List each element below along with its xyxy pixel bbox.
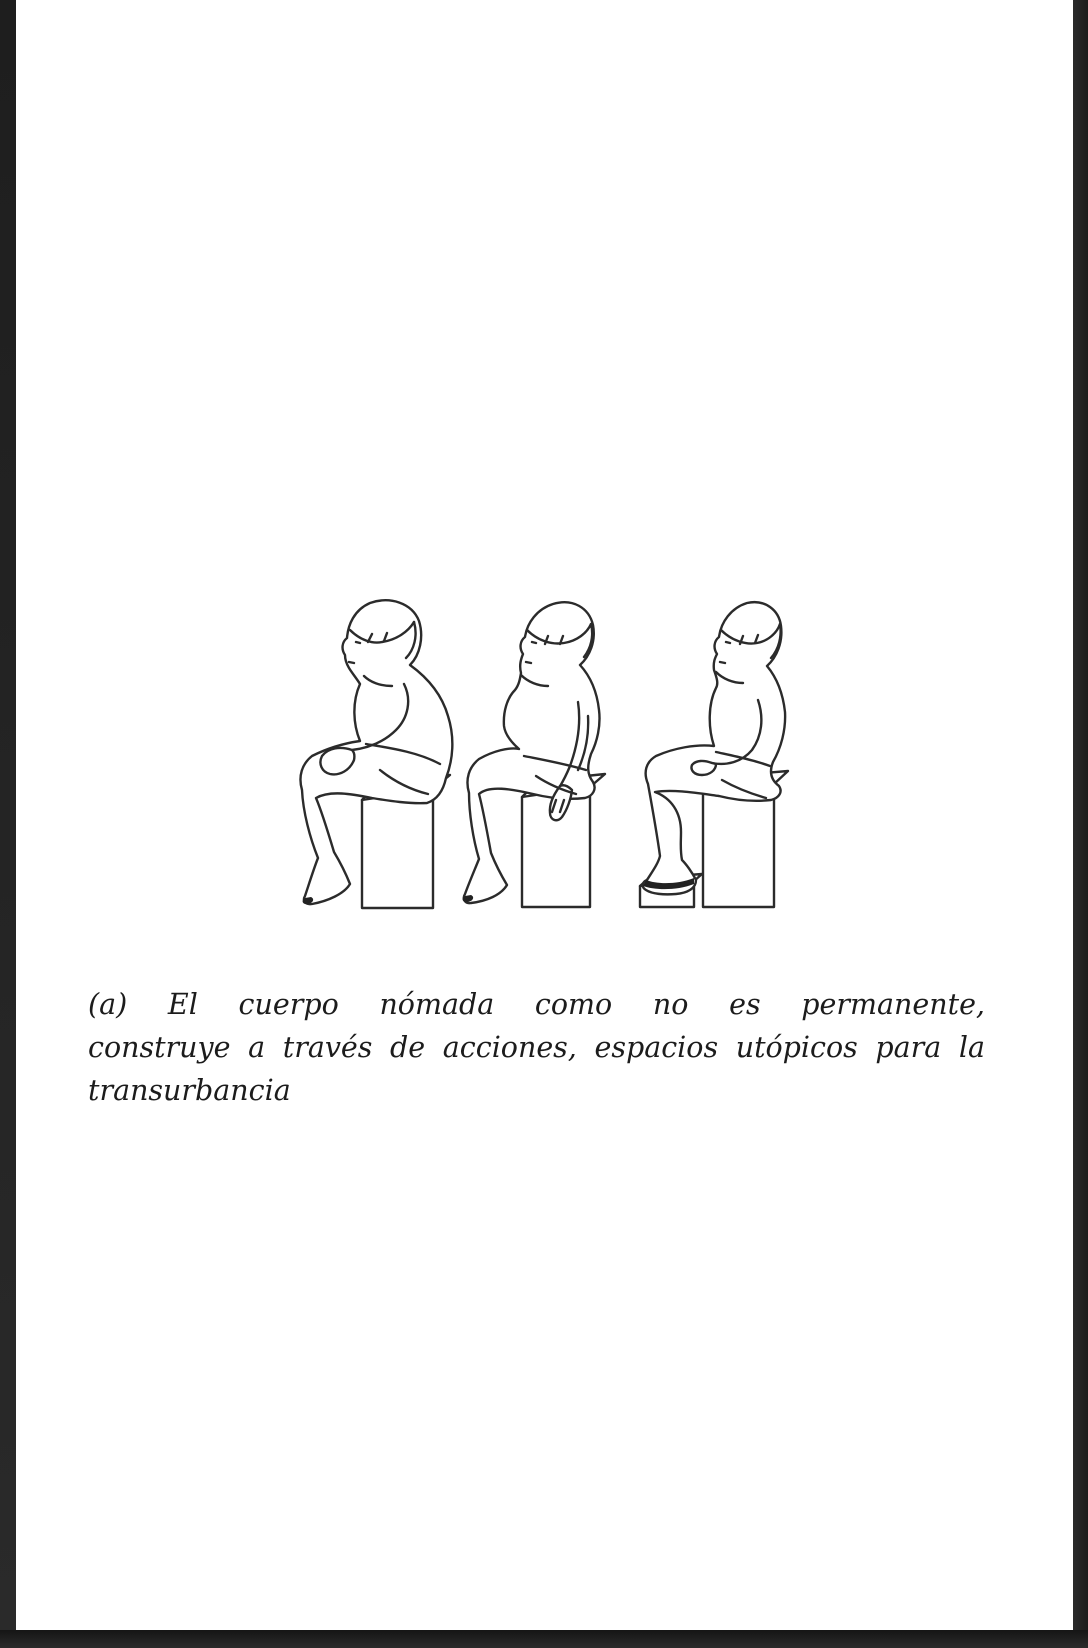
boy-arched-posture <box>463 602 605 907</box>
caption-line-1: (a) El cuerpo nómada como no es permanente, <box>88 988 985 1021</box>
caption-line-2: construye a través de acciones, espacios utópicos para la transurbancia <box>88 1031 985 1107</box>
viewer-left-border <box>0 0 16 1648</box>
document-page <box>16 0 1073 1630</box>
boy-upright-posture-footrest <box>640 602 788 907</box>
viewer-right-border <box>1073 0 1088 1648</box>
posture-illustration <box>270 555 800 920</box>
boy-slumped-posture <box>300 600 452 908</box>
viewer-bottom-border <box>0 1630 1088 1648</box>
figure-caption <box>88 983 985 1112</box>
